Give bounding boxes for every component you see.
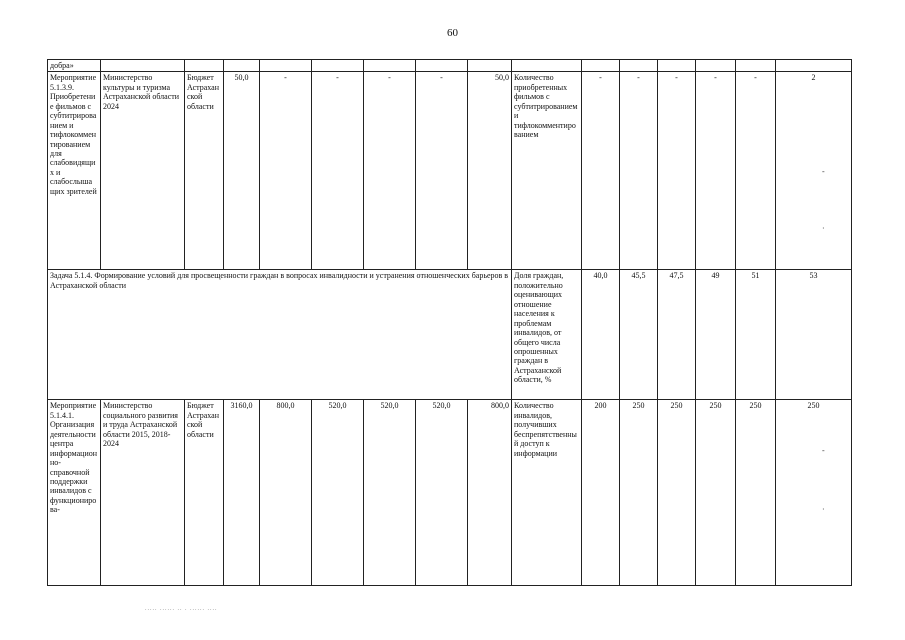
executor: Министерство культуры и туризма Астраханской области 2024 xyxy=(101,72,185,270)
margin-mark: · xyxy=(822,224,825,234)
margin-mark: · xyxy=(822,505,825,515)
indicator-value-1: - xyxy=(620,72,658,270)
funding-year-4: 520,0 xyxy=(416,400,468,586)
indicator-value-5 xyxy=(776,400,852,586)
funding-year-5: 50,0 xyxy=(468,72,512,270)
table-row-activity-5-1-3-9 xyxy=(48,72,852,270)
page-number: 60 xyxy=(447,27,458,39)
indicator-value-3: 49 xyxy=(696,270,736,400)
table-row-continuation xyxy=(48,60,852,72)
indicator-value-3: - xyxy=(696,72,736,270)
funding-total: 3160,0 xyxy=(224,400,260,586)
indicator-value-5-text: 250 xyxy=(807,401,820,411)
indicator-value-1: 250 xyxy=(620,400,658,586)
task-title: Задача 5.1.4. Формирование условий для просвещенности граждан в вопросах инвалидности и устранения отношенческих барьеров в Астраханской области xyxy=(48,270,512,400)
indicator-value-4: 250 xyxy=(736,400,776,586)
cell-continuation-text: добра» xyxy=(48,60,101,72)
margin-mark: - xyxy=(822,167,825,177)
funding-total: 50,0 xyxy=(224,72,260,270)
funding-year-4: - xyxy=(416,72,468,270)
funding-source: Бюджет Астраханской области xyxy=(185,400,224,586)
scan-artifact: ..... ...... .. . ...... .... xyxy=(145,606,218,612)
funding-year-3: - xyxy=(364,72,416,270)
indicator-value-4: 51 xyxy=(736,270,776,400)
indicator-value-1: 45,5 xyxy=(620,270,658,400)
indicator-name: Количество инвалидов, получивших беспрепятственный доступ к информации xyxy=(512,400,582,586)
indicator-value-3: 250 xyxy=(696,400,736,586)
funding-year-3: 520,0 xyxy=(364,400,416,586)
indicator-value-5-text: 2 xyxy=(811,73,816,83)
funding-year-5: 800,0 xyxy=(468,400,512,586)
indicator-name: Количество приобретенных фильмов с субтитрированием и тифлокомментированием xyxy=(512,72,582,270)
funding-year-2: 520,0 xyxy=(312,400,364,586)
activity-name: Мероприятие 5.1.4.1. Организация деятельности центра информационно-справочной поддержки инвалидов с функционирова- xyxy=(48,400,101,586)
funding-source: Бюджет Астраханской области xyxy=(185,72,224,270)
indicator-value-5 xyxy=(776,72,852,270)
indicator-name: Доля граждан, положительно оценивающих отношение населения к проблемам инвалидов, от общего числа опрошенных граждан в Астраханской области, % xyxy=(512,270,582,400)
table-row-task-5-1-4 xyxy=(48,270,852,400)
indicator-value-0: - xyxy=(582,72,620,270)
program-table xyxy=(47,59,852,586)
indicator-value-0: 200 xyxy=(582,400,620,586)
indicator-value-0: 40,0 xyxy=(582,270,620,400)
funding-year-2: - xyxy=(312,72,364,270)
funding-year-1: - xyxy=(260,72,312,270)
indicator-value-2: 250 xyxy=(658,400,696,586)
funding-year-1: 800,0 xyxy=(260,400,312,586)
executor: Министерство социального развития и труда Астраханской области 2015, 2018-2024 xyxy=(101,400,185,586)
margin-mark: - xyxy=(822,446,825,456)
indicator-value-4: - xyxy=(736,72,776,270)
indicator-value-2: 47,5 xyxy=(658,270,696,400)
indicator-value-5: 53 xyxy=(776,270,852,400)
indicator-value-2: - xyxy=(658,72,696,270)
table-row-activity-5-1-4-1 xyxy=(48,400,852,586)
activity-name: Мероприятие 5.1.3.9. Приобретение фильмов с субтитрированием и тифлокомментированием для слабовидящих и слабослышащих зрителей xyxy=(48,72,101,270)
